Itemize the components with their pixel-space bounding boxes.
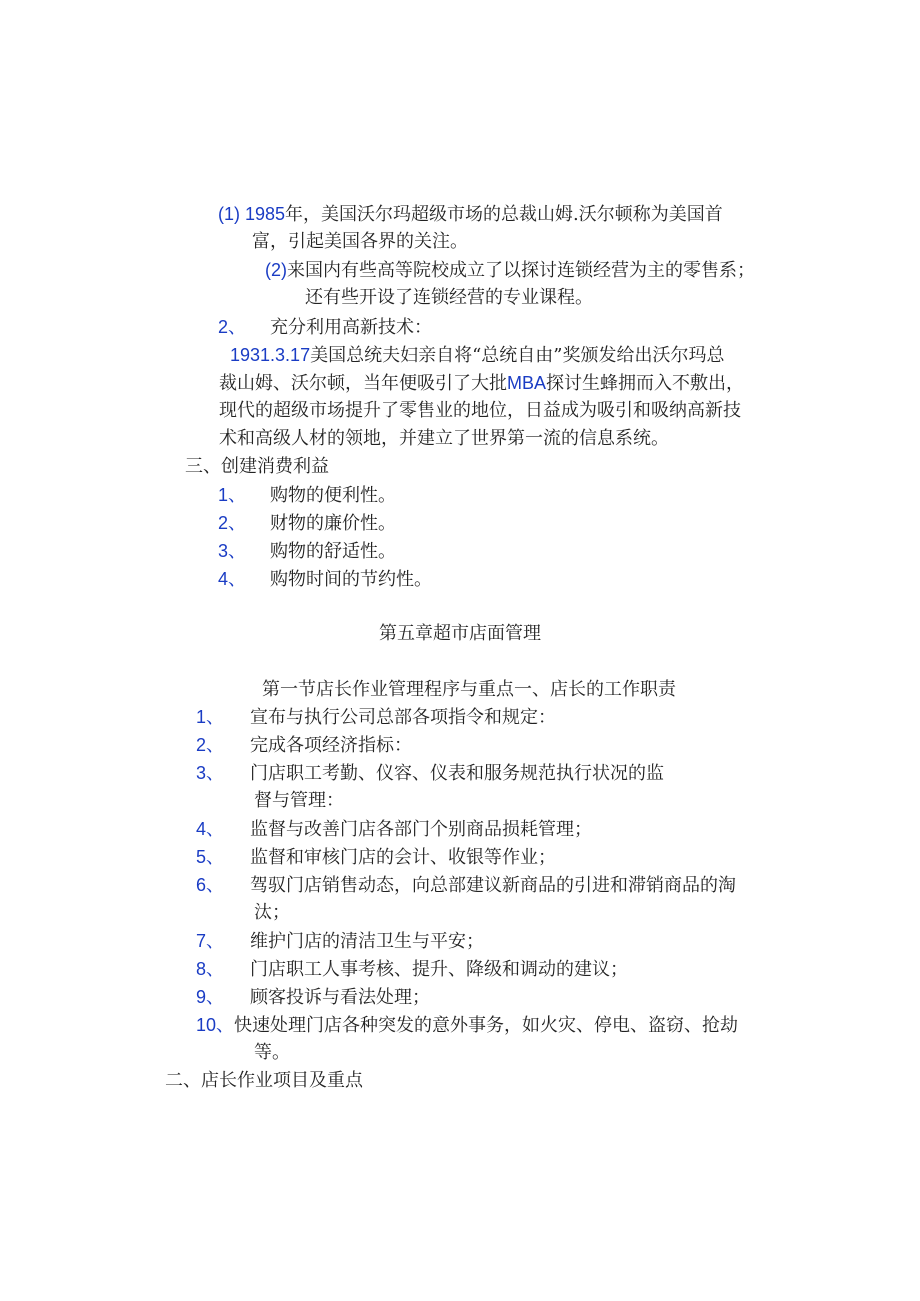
duty-continuation: 汰； (254, 902, 290, 923)
paragraph-3-line-4 (219, 425, 669, 453)
benefit-item (218, 509, 396, 537)
chapter-title: 第五章超市店面管理 (379, 623, 541, 644)
section-3-heading: 三、创建消费利益 (185, 456, 329, 477)
benefit-text: 购物的便利性。 (270, 485, 396, 506)
duty-number: 3、 (196, 763, 225, 783)
duty-item (196, 871, 736, 899)
paragraph-3-line-1 (230, 341, 724, 369)
benefit-text: 财物的廉价性。 (270, 513, 396, 534)
mba-text: MBA (507, 373, 547, 393)
duty-text: 监督与改善门店各部门个别商品损耗管理； (250, 819, 592, 840)
paragraph-1-number: (1) 1985 (218, 204, 286, 224)
duty-continuation: 等。 (254, 1042, 290, 1063)
duty-text: 门店职工考勤、仪容、仪表和服务规范执行状况的监 (250, 763, 664, 784)
duty-item (196, 731, 412, 759)
paragraph-3-line-3 (219, 397, 741, 425)
paragraph-2-continuation: 还有些开设了连锁经营的专业课程。 (305, 287, 593, 308)
section-2-heading: 二、店长作业项目及重点 (165, 1070, 363, 1091)
duty-text: 顾客投诉与看法处理； (250, 987, 430, 1008)
paragraph-3-date: 1931.3.17 (230, 345, 311, 365)
duty-item (196, 843, 556, 871)
paragraph-2-line-1 (265, 256, 755, 284)
paragraph-1-line-1 (218, 200, 723, 228)
paragraph-3-text-3: 现代的超级市场提升了零售业的地位，日益成为吸引和吸纳高新技 (219, 400, 741, 421)
duty-number: 7、 (196, 931, 225, 951)
duty-number: 10、 (196, 1015, 235, 1035)
paragraph-1-continuation: 富，引起美国各界的关注。 (252, 231, 468, 252)
benefit-number: 3、 (218, 541, 247, 561)
benefit-number: 4、 (218, 569, 247, 589)
duty-text: 门店职工人事考核、提升、降级和调动的建议； (250, 959, 628, 980)
duty-text: 快速处理门店各种突发的意外事务，如火灾、停电、盗窃、抢劫 (234, 1015, 739, 1036)
duty-text: 维护门店的清洁卫生与平安； (250, 931, 484, 952)
paragraph-2-line-2 (305, 284, 593, 312)
duty-text: 完成各项经济指标： (250, 735, 412, 756)
benefit-item (218, 537, 396, 565)
benefit-number: 1、 (218, 485, 247, 505)
duty-item (196, 955, 628, 983)
duty-number: 2、 (196, 735, 225, 755)
paragraph-3-text-4: 术和高级人材的领地，并建立了世界第一流的信息系统。 (219, 428, 669, 449)
benefit-item (218, 481, 396, 509)
item-2-line (218, 313, 432, 341)
duty-number: 8、 (196, 959, 225, 979)
item-2-text: 充分利用高新技术： (270, 317, 432, 338)
benefit-item (218, 565, 432, 593)
paragraph-3-line-2 (219, 369, 744, 397)
paragraph-1-line-2 (252, 228, 468, 256)
duty-item (196, 703, 556, 731)
duty-item (196, 759, 664, 787)
duty-number: 9、 (196, 987, 225, 1007)
duty-item (196, 1011, 738, 1039)
duty-item (196, 815, 592, 843)
item-2-number: 2、 (218, 317, 247, 337)
benefit-text: 购物时间的节约性。 (270, 569, 432, 590)
section-1-title: 第一节店长作业管理程序与重点一、店长的工作职责 (262, 679, 676, 700)
paragraph-1-text: 年，美国沃尔玛超级市场的总裁山姆.沃尔顿称为美国首 (285, 204, 723, 225)
paragraph-3-text-2b: 探讨生蜂拥而入不敷出， (546, 373, 745, 394)
duty-text: 监督和审核门店的会计、收银等作业； (250, 847, 556, 868)
duty-item (196, 983, 430, 1011)
duty-number: 6、 (196, 875, 225, 895)
duty-number: 1、 (196, 707, 225, 727)
paragraph-3-text-1: 美国总统夫妇亲自将“总统自由”奖颁发给出沃尔玛总 (310, 345, 725, 366)
benefit-text: 购物的舒适性。 (270, 541, 396, 562)
paragraph-2-number: (2) (265, 260, 287, 280)
duty-text: 驾驭门店销售动态，向总部建议新商品的引进和滞销商品的淘 (250, 875, 736, 896)
duty-text: 宣布与执行公司总部各项指令和规定： (250, 707, 556, 728)
paragraph-3-text-2a: 裁山姆、沃尔顿，当年便吸引了大批 (219, 373, 507, 394)
duty-number: 5、 (196, 847, 225, 867)
duty-continuation: 督与管理： (254, 790, 344, 811)
benefit-number: 2、 (218, 513, 247, 533)
duty-number: 4、 (196, 819, 225, 839)
duty-item (196, 927, 484, 955)
paragraph-2-text: 来国内有些高等院校成立了以探讨连锁经营为主的零售系； (287, 260, 755, 281)
